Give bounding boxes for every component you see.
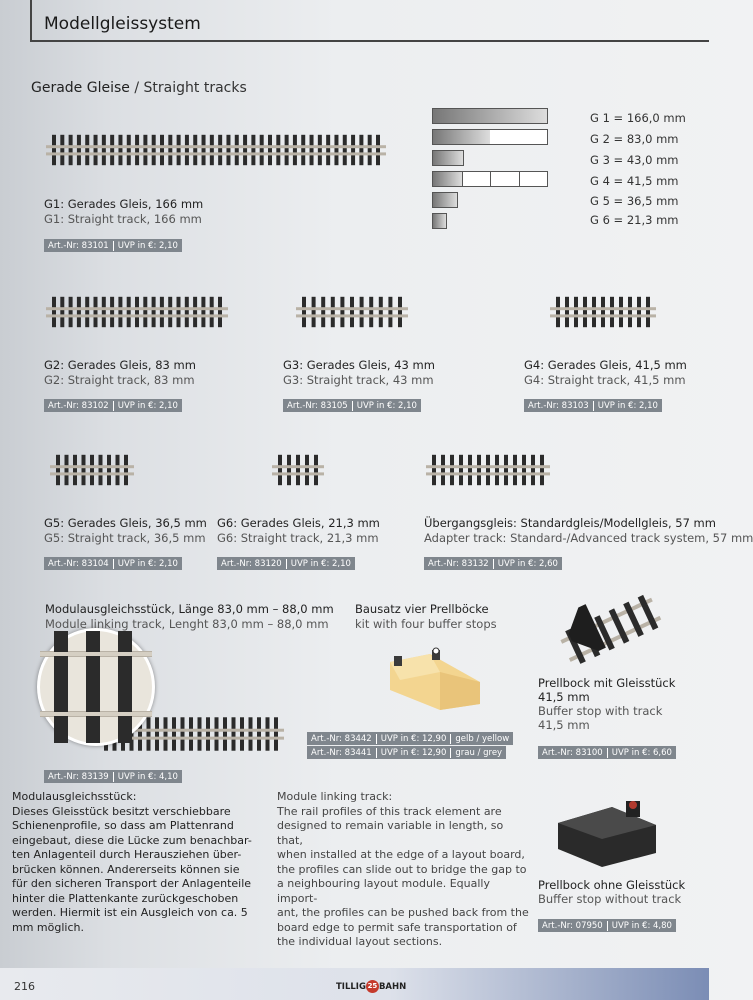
brand-logo — [336, 980, 406, 993]
section-title-separator: / — [129, 80, 144, 96]
module-article-tag — [44, 770, 182, 783]
g6-title-de: G6: Gerades Gleis, 21,3 mm — [217, 516, 380, 530]
size-bar-g4 — [432, 171, 548, 187]
track-image-g2 — [46, 292, 228, 332]
track-image-g3 — [296, 292, 408, 332]
size-label-g1: G 1 = 166,0 mm — [590, 111, 686, 125]
adapter-title-en: Adapter track: Standard-/Advanced track system, 57 mm — [424, 531, 753, 545]
buffer-kit-grey-price: UVP in €: 12,90 — [376, 748, 451, 758]
description-en-line: the individual layout sections. — [277, 935, 443, 948]
size-bar-g5 — [432, 192, 458, 208]
buffer-notrack-title-en: Buffer stop without track — [538, 892, 682, 906]
description-de-line: ten Anlagenteil durch Herausziehen über- — [12, 848, 242, 861]
g1-title-de: G1: Gerades Gleis, 166 mm — [44, 197, 204, 211]
g5-price: UVP in €: 2,10 — [113, 559, 182, 569]
g5-article-tag — [44, 557, 182, 570]
buffer-kit-title-de: Bausatz vier Prellböcke — [355, 602, 489, 616]
buffer-kit-image — [380, 642, 490, 712]
description-en-line: a neighbouring layout module. Equally import- — [277, 877, 491, 905]
logo-text-left: TILLIG — [336, 982, 366, 992]
description-de — [12, 790, 264, 935]
logo-text-right: BAHN — [378, 982, 407, 992]
description-de-line: hinter die Plattenkante zurückgeschoben — [12, 891, 239, 905]
description-en-line: board edge to permit safe transportation of — [277, 920, 517, 934]
module-title-en: Module linking track, Lenght 83,0 mm – 88,0 mm — [45, 617, 329, 631]
size-label-g6: G 6 = 21,3 mm — [590, 213, 679, 227]
buffer-kit-yellow-price: UVP in €: 12,90 — [376, 734, 451, 744]
buffer-kit-yellow-tag — [307, 732, 513, 745]
section-title-en: Straight tracks — [143, 80, 247, 96]
description-en-line: ant, the profiles can be pushed back from the — [277, 906, 529, 919]
track-image-adapter — [426, 450, 550, 490]
module-article-number: Art.-Nr: 83139 — [48, 771, 109, 782]
description-de-title: Modulausgleichsstück: — [12, 790, 137, 803]
description-en-title: Module linking track: — [277, 790, 393, 803]
section-title-de: Gerade Gleise — [31, 80, 130, 96]
buffer-kit-grey-color: grau / grey — [450, 748, 506, 758]
description-de-line: für den sicheren Transport der Anlagenteile — [12, 877, 252, 890]
buffer-notrack-title-de: Prellbock ohne Gleisstück — [538, 878, 686, 892]
section-title — [31, 80, 247, 96]
description-de-line: eingebaut, diese die Lücke zum benachbar- — [12, 833, 252, 847]
module-detail-zoom — [37, 628, 155, 746]
adapter-article-number: Art.-Nr: 83132 — [428, 558, 489, 569]
buffer-notrack-price: UVP in €: 4,80 — [607, 921, 676, 931]
g3-article-number: Art.-Nr: 83105 — [287, 400, 348, 411]
track-image-g6 — [272, 450, 324, 490]
buffer-track-title-en-2: 41,5 mm — [538, 718, 590, 732]
description-en — [277, 790, 532, 950]
module-price: UVP in €: 4,10 — [113, 772, 182, 782]
g6-price: UVP in €: 2,10 — [286, 559, 355, 569]
g3-price: UVP in €: 2,10 — [352, 401, 421, 411]
description-en-line: when installed at the edge of a layout board, — [277, 848, 525, 861]
buffer-track-article-number: Art.-Nr: 83100 — [542, 747, 603, 758]
page-title: Modellgleissystem — [44, 14, 201, 34]
header-tick — [30, 0, 32, 40]
g2-title-de: G2: Gerades Gleis, 83 mm — [44, 358, 196, 372]
track-image-g5 — [50, 450, 134, 490]
module-title-de: Modulausgleichsstück, Länge 83,0 mm – 88,0 mm — [45, 602, 334, 616]
g6-article-number: Art.-Nr: 83120 — [221, 558, 282, 569]
size-bar-g6 — [432, 213, 447, 229]
g5-title-en: G5: Straight track, 36,5 mm — [44, 531, 206, 545]
adapter-title-de: Übergangsgleis: Standardgleis/Modellgleis, 57 mm — [424, 516, 716, 530]
buffer-track-price: UVP in €: 6,60 — [607, 748, 676, 758]
description-de-line: mm möglich. — [12, 920, 84, 934]
buffer-kit-grey-article: Art.-Nr: 83441 — [311, 747, 372, 758]
g3-article-tag — [283, 399, 421, 412]
description-de-line: Schienenprofile, so dass am Plattenrand — [12, 819, 234, 832]
description-en-line: designed to remain variable in length, so that, — [277, 819, 504, 847]
g4-title-en: G4: Straight track, 41,5 mm — [524, 373, 686, 387]
size-bar-g1 — [432, 108, 548, 124]
buffer-notrack-image — [552, 795, 662, 870]
g1-price: UVP in €: 2,10 — [113, 241, 182, 251]
track-image-g4 — [550, 292, 656, 332]
g2-article-number: Art.-Nr: 83102 — [48, 400, 109, 411]
buffer-track-article-tag — [538, 746, 676, 759]
size-label-g3: G 3 = 43,0 mm — [590, 153, 679, 167]
description-en-line: the profiles can slide out to bridge the gap to — [277, 862, 527, 876]
g1-title-en: G1: Straight track, 166 mm — [44, 212, 202, 226]
adapter-price: UVP in €: 2,60 — [493, 559, 562, 569]
g5-title-de: G5: Gerades Gleis, 36,5 mm — [44, 516, 207, 530]
g2-title-en: G2: Straight track, 83 mm — [44, 373, 195, 387]
module-detail-illustration — [40, 631, 152, 743]
buffer-kit-title-en: kit with four buffer stops — [355, 617, 497, 631]
size-label-g4: G 4 = 41,5 mm — [590, 174, 679, 188]
buffer-track-title-en-1: Buffer stop with track — [538, 704, 663, 718]
description-de-line: Dieses Gleisstück besitzt verschiebbare — [12, 804, 231, 818]
size-label-g5: G 5 = 36,5 mm — [590, 194, 679, 208]
adapter-article-tag — [424, 557, 562, 570]
g3-title-en: G3: Straight track, 43 mm — [283, 373, 434, 387]
buffer-track-title-de-1: Prellbock mit Gleisstück — [538, 676, 676, 690]
buffer-kit-grey-tag — [307, 746, 506, 759]
buffer-track-image — [550, 588, 670, 668]
buffer-kit-yellow-color: gelb / yellow — [450, 734, 513, 744]
g2-article-tag — [44, 399, 182, 412]
buffer-notrack-article-number: Art.-Nr: 07950 — [542, 920, 603, 931]
g2-price: UVP in €: 2,10 — [113, 401, 182, 411]
size-bar-g2 — [432, 129, 548, 145]
adapter-labels — [424, 516, 753, 545]
logo-badge: 25 — [366, 980, 379, 993]
g4-article-number: Art.-Nr: 83103 — [528, 400, 589, 411]
g1-article-number: Art.-Nr: 83101 — [48, 240, 109, 251]
g5-article-number: Art.-Nr: 83104 — [48, 558, 109, 569]
g3-title-de: G3: Gerades Gleis, 43 mm — [283, 358, 435, 372]
g6-title-en: G6: Straight track, 21,3 mm — [217, 531, 379, 545]
description-en-line: The rail profiles of this track element are — [277, 804, 502, 818]
page-number: 216 — [14, 980, 35, 993]
size-bar-g3 — [432, 150, 464, 166]
description-de-line: brücken können. Andererseits können sie — [12, 862, 240, 876]
g4-price: UVP in €: 2,10 — [593, 401, 662, 411]
buffer-kit-yellow-article: Art.-Nr: 83442 — [311, 733, 372, 744]
g4-title-de: G4: Gerades Gleis, 41,5 mm — [524, 358, 687, 372]
size-label-g2: G 2 = 83,0 mm — [590, 132, 679, 146]
track-image-g1 — [46, 130, 386, 170]
description-de-line: werden. Hiermit ist ein Ausgleich von ca. 5 — [12, 906, 248, 919]
buffer-track-title-de-2: 41,5 mm — [538, 690, 590, 704]
buffer-notrack-article-tag — [538, 919, 676, 932]
g1-article-tag — [44, 239, 182, 252]
g4-article-tag — [524, 399, 662, 412]
g6-article-tag — [217, 557, 355, 570]
